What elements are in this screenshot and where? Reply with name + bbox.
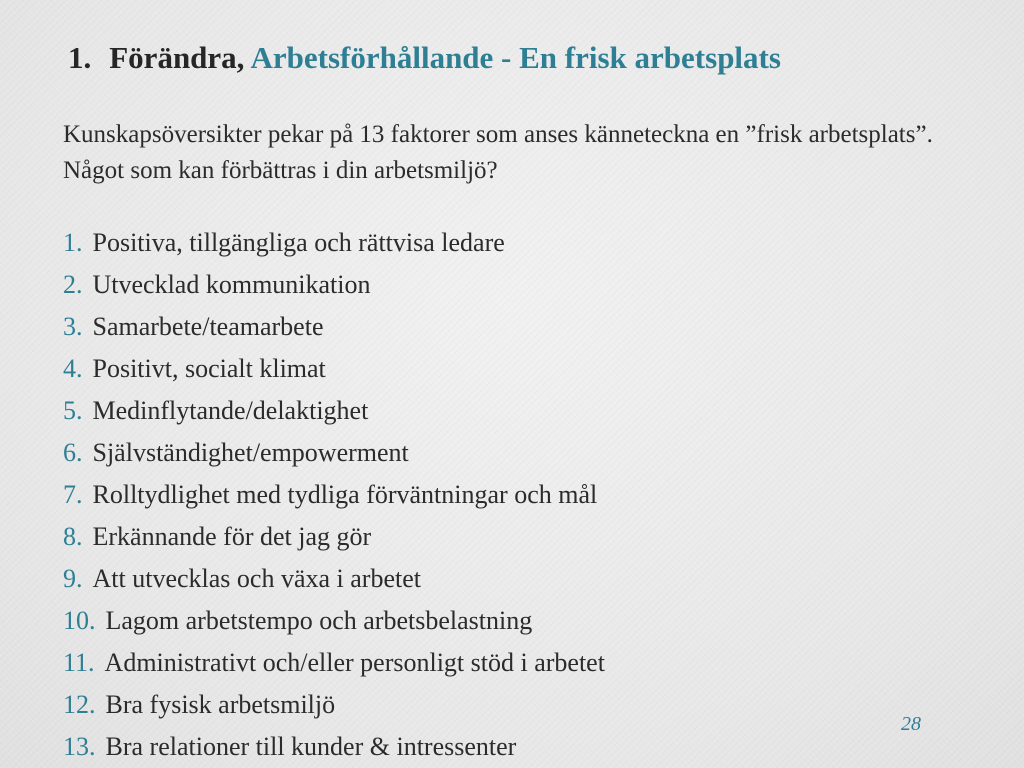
list-item [63,600,605,642]
list-item-text: Positiva, tillgängliga och rättvisa ledare [92,228,505,257]
list-item [63,348,605,390]
list-item-text: Bra fysisk arbetsmiljö [105,690,336,719]
list-item-number: 2. [63,270,83,299]
list-item-text: Bra relationer till kunder & intressenter [105,732,517,761]
list-item [63,642,605,684]
list-item-text: Positivt, socialt klimat [92,354,326,383]
list-item-text: Erkännande för det jag gör [92,522,372,551]
list-item [63,684,605,726]
list-item [63,474,605,516]
list-item-text: Självständighet/empowerment [92,438,409,467]
list-item-number: 6. [63,438,83,467]
title-lead: Förändra, [109,40,245,75]
list-item [63,264,605,306]
list-item [63,390,605,432]
list-item [63,222,605,264]
list-item-number: 13. [63,732,96,761]
title-number: 1. [68,40,92,75]
list-item-number: 11. [63,648,95,677]
list-item-number: 4. [63,354,83,383]
list-item [63,726,605,768]
list-item-text: Medinflytande/delaktighet [92,396,369,425]
list-item-number: 8. [63,522,83,551]
factor-list [63,222,605,768]
list-item-text: Lagom arbetstempo och arbetsbelastning [105,606,533,635]
list-item-text: Utvecklad kommunikation [92,270,371,299]
title-accent: Arbetsförhållande - En frisk arbetsplats [250,40,781,75]
page-number: 28 [901,713,921,735]
list-item-text: Att utvecklas och växa i arbetet [92,564,421,593]
list-item-number: 12. [63,690,96,719]
list-item-number: 1. [63,228,83,257]
intro-paragraph: Kunskapsöversikter pekar på 13 faktorer som anses känneteckna en ”frisk arbetsplats”. Något som kan förbättras i din arbetsmiljö? [63,121,933,184]
list-item [63,558,605,600]
list-item-number: 5. [63,396,83,425]
slide-title [68,40,781,76]
list-item-text: Samarbete/teamarbete [92,312,324,341]
list-item-number: 3. [63,312,83,341]
list-item [63,306,605,348]
list-item-text: Rolltydlighet med tydliga förväntningar och mål [92,480,598,509]
list-item-number: 9. [63,564,83,593]
list-item-number: 10. [63,606,96,635]
list-item-text: Administrativt och/eller personligt stöd i arbetet [104,648,605,677]
list-item [63,516,605,558]
list-item-number: 7. [63,480,83,509]
list-item [63,432,605,474]
